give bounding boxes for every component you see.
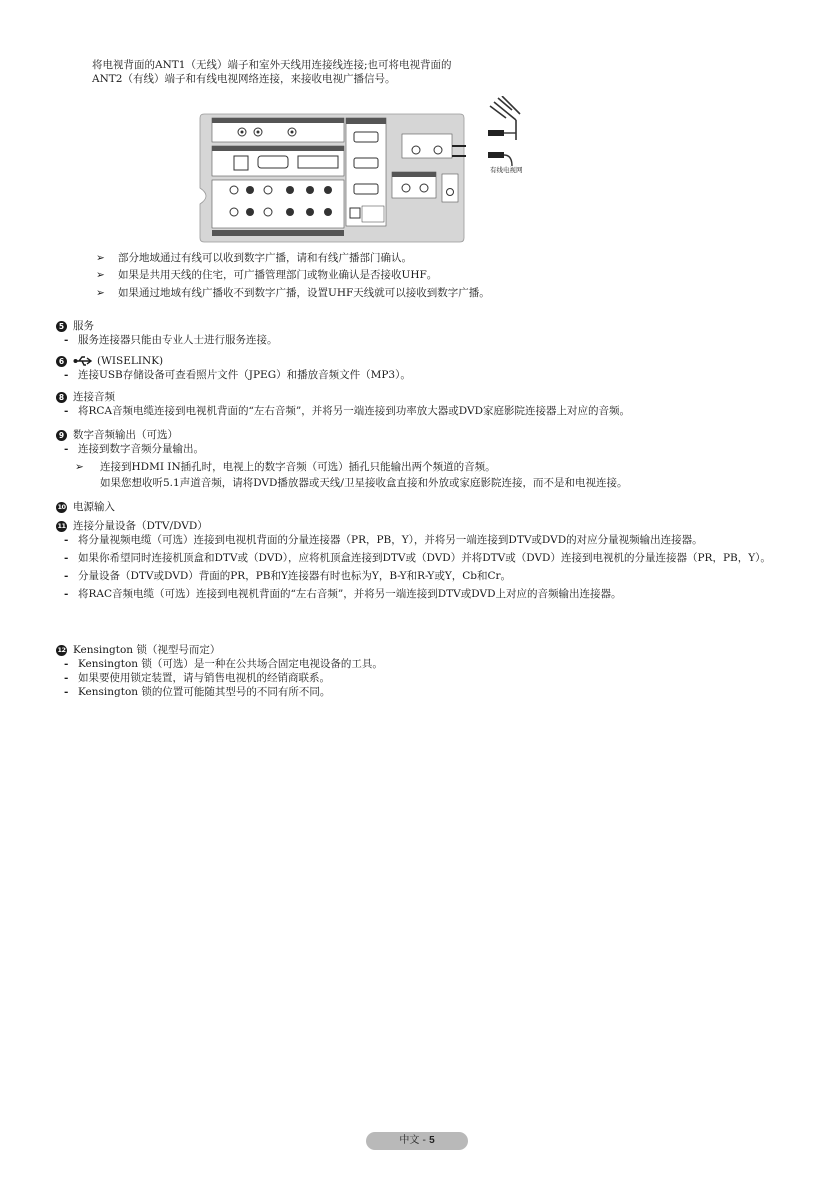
note-text: 连接到HDMI IN插孔时，电视上的数字音频（可选）插孔只能输出两个频道的音频。 xyxy=(100,461,496,473)
tv-rear-panel-diagram xyxy=(198,112,466,244)
section-title: 服务 xyxy=(73,320,94,332)
note-3 xyxy=(96,286,490,300)
arrow-icon: ➢ xyxy=(75,461,84,473)
list-item: - 服务连接器只能由专业人士进行服务连接。 xyxy=(56,333,796,347)
cable-tv-label: 有线电视网 xyxy=(490,166,523,174)
list-item: - 将RCA音频电缆连接到电视机背面的“左右音频”，并将另一端连接到功率放大器或DVD家庭影院连接器上对应的音频。 xyxy=(56,404,796,418)
antenna-icon xyxy=(486,96,530,176)
number-badge: 10 xyxy=(57,502,66,511)
section-audio xyxy=(56,390,796,418)
list-item: - 分量设备（DTV或DVD）背面的PR，PB和Y连接器有时也标为Y，B-Y和R-Y或Y，Cb和Cr。 xyxy=(56,569,796,583)
list-item: - Kensington 锁的位置可能随其型号的不同有所不同。 xyxy=(56,685,796,699)
list-item: - Kensington 锁（可选）是一种在公共场合固定电视设备的工具。 xyxy=(56,657,796,671)
intro-line-2: ANT2（有线）端子和有线电视网络连接，来接收电视广播信号。 xyxy=(92,73,396,85)
list-item: - 如果要使用锁定装置，请与销售电视机的经销商联系。 xyxy=(56,671,796,685)
arrow-icon: ➢ xyxy=(96,287,105,299)
section-component xyxy=(56,519,796,601)
list-item: - 连接到数字音频分量输出。 xyxy=(56,442,796,456)
note-text: 如果通过地域有线广播收不到数字广播，设置UHF天线就可以接收到数字广播。 xyxy=(118,287,490,299)
page-number: 5 xyxy=(429,1135,435,1146)
list-item: - 连接USB存储设备可查看照片文件（JPEG）和播放音频文件（MP3）。 xyxy=(56,368,796,382)
section-title: 电源输入 xyxy=(73,501,115,513)
note-text: 部分地域通过有线可以收到数字广播，请和有线广播部门确认。 xyxy=(118,252,412,264)
number-badge: 6 xyxy=(56,356,67,367)
note-text: 如果是共用天线的住宅，可广播管理部门或物业确认是否接收UHF。 xyxy=(118,269,438,281)
section-title: (WISELINK) xyxy=(97,355,164,367)
number-badge: 11 xyxy=(57,521,66,530)
list-item: - 将RAC音频电缆（可选）连接到电视机背面的“左右音频”，并将另一端连接到DTV或DVD上对应的音频输出连接器。 xyxy=(56,587,796,601)
section-kensington xyxy=(56,643,796,699)
list-item: - 如果你希望同时连接机顶盒和DTV或（DVD），应将机顶盒连接到DTV或（DVD）并将DTV或（DVD）连接到电视机的分量连接器（PR，PB，Y）。 xyxy=(56,551,778,565)
section-power-input xyxy=(56,500,796,514)
section-note-continued: 如果您想收听5.1声道音频，请将DVD播放器或天线/卫星接收盒直接和外放或家庭影院连接，而不是和电视连接。 xyxy=(100,477,628,489)
arrow-icon: ➢ xyxy=(96,252,105,264)
note-1 xyxy=(96,251,412,265)
section-title: 数字音频输出（可选） xyxy=(73,429,178,441)
section-digital-audio-out xyxy=(56,428,796,490)
footer-language: 中文 - xyxy=(399,1135,430,1146)
section-service xyxy=(56,319,796,347)
number-badge: 9 xyxy=(56,430,67,441)
note-2 xyxy=(96,268,437,282)
intro-paragraph xyxy=(92,58,652,86)
section-note xyxy=(56,460,796,474)
list-item: - 将分量视频电缆（可选）连接到电视机背面的分量连接器（PR，PB，Y），并将另一端连接到DTV或DVD的对应分量视频输出连接器。 xyxy=(56,533,778,547)
usb-icon xyxy=(73,356,93,366)
section-title: 连接分量设备（DTV/DVD） xyxy=(73,520,208,532)
section-title: Kensington 锁（视型号而定） xyxy=(73,644,221,656)
number-badge: 8 xyxy=(56,392,67,403)
section-wiselink xyxy=(56,354,796,382)
number-badge: 5 xyxy=(56,321,67,332)
intro-line-1: 将电视背面的ANT1（无线）端子和室外天线用连接线连接;也可将电视背面的 xyxy=(92,59,452,71)
arrow-icon: ➢ xyxy=(96,269,105,281)
page-footer xyxy=(366,1132,468,1150)
number-badge: 12 xyxy=(57,645,66,654)
section-title: 连接音频 xyxy=(73,391,115,403)
